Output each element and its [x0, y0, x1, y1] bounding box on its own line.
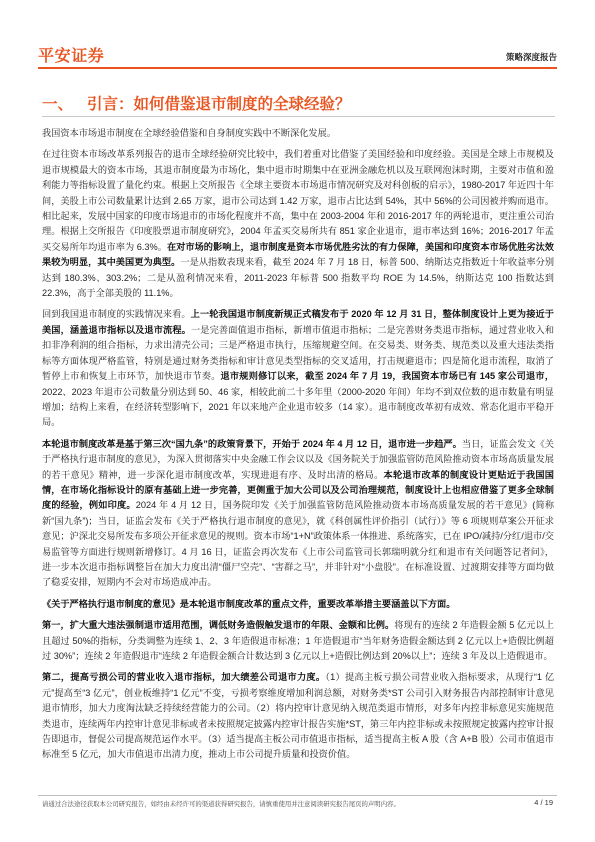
paragraph-text: 一是完善面值退市指标，新增市值退市指标；二是完善财务类退市指标，通过营业收入和扣非净利润的组合指标，力求出清壳公司；三是严格退市执行，压缩规避空间。在交易类、财务类、规范类以及重大违法类指标等方面体现严格监管，特别是通过财务类指标和审计意见类型指标的交叉适用，打击规避退市；四是简化退市流程，取消了暂停上市和恢复上市环节，加快退市节奏。	[42, 324, 554, 382]
section-title: 引言：如何借鉴退市制度的全球经验？	[87, 96, 351, 113]
paragraph-text: 当日，证监会发文《关于严格执行退市制度的意见》，为深入贯彻落实中央金融工作会议以及《国务院关于加强监管防范风险推动资本市场高质量发展的若干意见》精神，进一步深化退市制度改革，实现进退有序、及时出清的格局。	[42, 438, 554, 480]
paragraph-bold-text: 本轮退市改革的制度设计更贴近于我国国情，在市场化指标设计的原有基础上进一步完善，更侧重于加大公司以及公司治理规范，制度设计上也相应借鉴了更多全球制度的经验，例如印度。	[42, 469, 554, 511]
section-number: 一、	[42, 96, 74, 113]
paragraph-bold-text: 退市规则修订以来，截至 2024 年 7 月 19，我国资本市场已有 145 家公司退市，	[220, 371, 554, 382]
paragraph-bold-text: 在对市场的影响上，退市制度是资本市场优胜劣汰的有力保障，美国和印度资本市场优胜劣汰效果较为明显，其中美国更为典型。	[42, 241, 554, 268]
company-logo: 平安证券	[38, 48, 105, 65]
paragraph-bold-text: 《关于严格执行退市制度的意见》是本轮退市制度改革的重点文件，重要改革举措主要涵盖以下方面。	[42, 598, 456, 609]
paragraph-text: 回到我国退市制度的实践情况来看。	[42, 309, 191, 320]
body-text	[42, 126, 554, 790]
paragraph-text: 2024 年 4 月 12 日，国务院印发《关于加强监管防范风险推动资本市场高质量发展的若干意见》(简称新“国九条”)；当日，证监会发布《关于严格执行退市制度的意见》，就《科创属性评价指引（试行）》等 6 项规则草案公开征求意见；沪深北交易所发布多项公开征求意见的规则。资本市场“1+N”政策体系一体推进、系统落实，已在 IPO/减持/分红/退市/交易监管等方面进行规则新增修订。4 月 16 日，证监会再次发布《上市公司监管司长郭瑞明就分红和退市有关问题答记者问》，进一步本次退市指标调整旨在加大力度出清“僵尸空壳”、“害群之马”，并非针对“小盘股”。在标准设置、过渡期安排等方面均做了稳妥安排，短期内不会对市场造成冲击。	[42, 500, 554, 588]
paragraph-measure-one	[42, 618, 554, 664]
paragraph-intro	[42, 126, 554, 141]
paragraph-key-document	[42, 597, 554, 612]
paragraph-measure-two	[42, 670, 554, 762]
footer-disclaimer: 请通过合法途径获取本公司研究报告，如经由未经许可的渠道获得研究报告，请慎重使用并注意阅读研究报告尾页的声明内容。	[42, 801, 400, 808]
paragraph-text: 2022、2023 年退市公司数量分别达到 50、46 家，相较此前二十多年里（2000-2020 年间）年均不到双位数的退市数量有明显增加；结构上来看，在经济转型影响下，2021 年以来地产企业退市较多（14 家）。退市制度改革初有成效、常态化退市平稳开局。	[42, 386, 554, 428]
footer-rule	[38, 795, 557, 796]
paragraph-text: 将现有的连续 2 年造假金额 5 亿元以上且超过 50%的指标，分类调整为连续 1、2、3 年造假退市标准；1 年造假退市“当年财务造假金额达到 2 亿元以上+造假比例超过 30%”；连续 2 年造假退市“连续 2 年造假金额合计数达到 3 亿元以上+造假比例达到 20%以上”；连续 3 年及以上造假退市。	[42, 620, 554, 661]
paragraph-china-practice	[42, 307, 554, 430]
paragraph-bold-text: 第一，扩大重大违法强制退市适用范围，调低财务造假触发退市的年限、金额和比例。	[42, 620, 395, 631]
paragraph-bold-text: 第二，提高亏损公司的营业收入退市指标，加大绩差公司退市力度。	[42, 672, 326, 683]
section-heading	[42, 92, 351, 114]
paragraph-text: 我国资本市场退市制度在全球经验借鉴和自身制度实践中不断深化发展。	[42, 128, 336, 138]
header-rule	[38, 67, 557, 69]
paragraph-text: （1）提高主板亏损公司营业收入指标要求，从现行“1 亿元”提高至“3 亿元”，创业板维持“1 亿元”不变，亏损考察维度增加利润总额，对财务类*ST 公司引入财务报告内部控制审计意见退市情形，加大力度淘汰缺乏持续经营能力的公司。（2）将内控审计意见纳入规范类退市情形，对多年内控非标意见实施规范类退市，连续两年内控审计意见非标或者未按照规定披露内控审计报告实施*ST，第三年内控非标或未按照规定披露内控审计报告即退市，督促公司提高规范运作水平。（3）适当提高主板公司市值退市指标，适当提高主板 A 股（含 A+B 股）公司市值退市标准至 5 亿元，加大市值退市出清力度，推动上市公司提升质量和投资价值。	[42, 672, 554, 760]
heading-rule	[42, 116, 555, 117]
page-number: 4 / 19	[534, 798, 553, 807]
paragraph-current-reform	[42, 437, 554, 591]
paragraph-bold-text: 本轮退市制度改革是基于第三次“国九条”的政策背景下，开始于 2024 年 4 月 12 日，退市进一步趋严。	[42, 438, 462, 449]
report-type-label: 策略深度报告	[505, 52, 557, 62]
paragraph-global-experience	[42, 147, 554, 301]
paragraph-text: 一是从指数表现来看，截至 2024 年 7 月 18 日，标普 500、纳斯达克指数近十年收益率分别达到 180.3%、303.2%；二是从盈利情况来看，2011-2023 年标普 500 指数平均 ROE 为 14.5%，纳斯达克 100 指数达到 22.3%，高于全部美股的 11.1%。	[42, 257, 554, 299]
paragraph-text: 在过往资本市场改革系列报告的退市全球经验研究比较中，我们着重对比借鉴了美国经验和印度经验。美国是全球上市规模及退市规模最大的资本市场，其退市制度最为市场化，集中退市时期集中在亚洲金融危机以及互联网泡沫时期，主要对市值和盈利能力等指标设置了量化约束。根据上交所报告《全球主要资本市场退市情况研究及对科创板的启示》，1980-2017 年近四十年间，美股上市公司数量累计达到 2.65 万家，退市公司达到 1.42 万家，退市占比达到 54%，其中 56%的公司因被并购而退市。相比起来，发展中国家的印度市场退市的市场化程度并不高，集中在 2003-2004 年和 2016-2017 年的两轮退市，更注重公司治理。根据上交所报告《印度股票退市制度研究》，2004 年孟买交易所共有 851 家企业退市，退市率达到 16%；2016-2017 年孟买交易所年均退市率为 6.3%。	[42, 149, 554, 252]
paragraph-bold-text: 上一轮我国退市制度新规正式稿发布于 2020 年 12 月 31 日，整体制度设计上更为接近于美国，涵盖退市指标以及退市流程。	[42, 309, 554, 335]
